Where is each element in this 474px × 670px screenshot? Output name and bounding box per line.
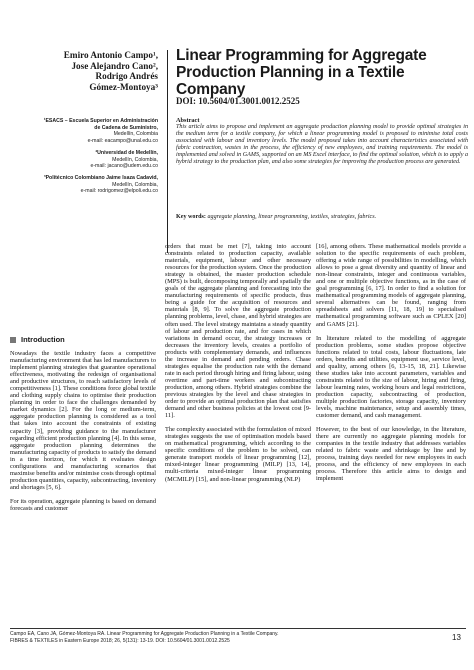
paper-title: Linear Programming for Aggregate Production Planning in a Textile Company (176, 47, 427, 98)
abstract-heading: Abstract (176, 117, 200, 124)
body-paragraph: The complexity associated with the formulation of mixed strategies suggests the use of optimisation models based on mathematical programming, which according to the specific conditions of the problem to be solved, can generate transport models of linear programming [12], mixed-integer linear programming (MILP) [13, 14], multi-criteria mixed-integer linear programming (MCMILP) [15], and non-linear programming (NLP) (165, 426, 311, 483)
affiliation-email: e-mail: jacano@udem.edu.co (90, 163, 158, 170)
body-column-1 (10, 350, 156, 519)
author-name: Emiro Antonio Campo¹, (63, 50, 158, 60)
footer-citation-line: FIBRES & TEXTILES in Eastern Europe 2018; 26, 5(131): 13-19. DOI: 10.5604/01.3001.0012.2525 (10, 637, 230, 644)
body-paragraph: However, to the best of our knowledge, in the literature, there are currently no aggregate planning models for companies in the textile industry that addresses variables related to fabric waste and shrinkage by line and by process, training days needed for new employees in each process, and the efficiency of new employees in each process. Therefore this article aims to design and implement (316, 426, 466, 483)
footer-rule (10, 628, 466, 629)
affiliation-line: de Cadena de Suministro, (94, 124, 158, 131)
body-paragraph: Nowadays the textile industry faces a competitive manufacturing environment that has led manufacturers to implement planning strategies that guarantee operational effectiveness, motivating the redesign of organisational and productive structures, to reach satisfactory levels of competitiveness [1]. These conditions force global textile and clothing supply chains to optimise their production planning in order to face the challenges demanded by market dynamics [2]. For the long or medium-term, aggregate production planning is considered as a tool that takes into account the constraints of existing capacity [3], providing guidance to the manufacturer regarding efficient production planning [4]. In this sense, aggregate production planning determines the manufacturing capacity of products to satisfy the demand in a time horizon, for which it evaluates design configurations and manufacturing scenarios that maximise benefits and/or minimise costs through optimal production quantities, capacity, subcontracting, inventory and shortages [5, 6]. (10, 350, 156, 491)
abstract-text (176, 124, 468, 167)
section-heading-introduction (10, 335, 65, 344)
author-block (10, 50, 158, 92)
body-paragraph: [16], among others. These mathematical models provide a solution to the specific requirements of each problem, offering a wide range of possibilities in modelling, which allows to pose a great diversity and quantity of linear and non-linear constraints, integer and continuous variables, and one or multiple objective functions, as in the case of goal programming [6, 17]. In order to find a solution for mathematical programming models of aggregate planning, several alternatives can be found, ranging from spreadsheets and solvers [11, 18, 19] to specialised mathematical programming software such as CPLEX [20] and GAMS [21]. (316, 243, 466, 328)
keywords (176, 214, 468, 221)
affiliation-line: Medellín, Colombia, (112, 156, 158, 163)
affiliation-1 (10, 118, 158, 144)
footer-citation-line: Campo EA, Cano JA, Gómez-Montoya RA. Linear Programming for Aggregate Production Planning in a Textile Company. (10, 631, 279, 637)
author-name: Rodrigo Andrés (95, 71, 158, 81)
body-paragraph: For its operation, aggregate planning is based on demand forecasts and customer (10, 497, 156, 512)
section-title: Introduction (21, 335, 65, 344)
keywords-value: aggregate planning, linear programming, textiles, strategies, fabrics. (207, 214, 377, 220)
body-column-3 (316, 243, 466, 490)
header-divider (167, 50, 168, 253)
affiliation-name: ²Universidad de Medellín, (95, 150, 158, 156)
body-paragraph: orders that must be met [7], taking into account constraints related to production capacity, available materials, equipment, labour and other necessary resources for the production system. Once the production strategy is obtained, the master production schedule (MPS) is built, decomposing temporally and spatially the goals of the aggregate planning and forecasting into the manufacturing requirements of specific products, thus being a guide for the acquisition of resources and materials [8, 9]. To solve the aggregate production planning problems, level, chase, and hybrid strategies are often used. The level strategy maintains a steady quantity of labour and production rate, and for cases in which variations in demand occur, the strategy increases or decreases the inventory levels, creates a portfolio of products with complementary demands, and influences the increase in demand and pending orders. Chase strategies equalise the production rate with the demand rate in each period through hiring and firing labour, using overtime and part-time workers and subcontracting production, among others. Hybrid strategies combine the previous strategies by the level and chase strategies in order to provide an optimal production plan that satisfies demand and other business policies at the lowest cost [9-11]. (165, 243, 311, 420)
affiliation-line: Medellín, Colombia, (112, 181, 158, 188)
body-paragraph: In literature related to the modelling of aggregate production problems, some studies propose objective functions related to total costs, labour fluctuations, late orders, benefits and utilities, equipment use, service level, and quality, among others [6, 13-15, 18, 21]. Likewise these studies take into account parameters, variables and constraints related to the size of labour, hiring and firing, labour learning rates, working hours and legal restrictions, production capacity, subcontracting of production, multiple production factories, storage capacity, inventory levels, machine maintenance, setup and assembly times, customer demand, and cash management. (316, 334, 466, 420)
affiliation-email: e-mail: rodrigomez@elpoli.edu.co (80, 188, 158, 195)
affiliation-name: ³Politécnico Colombiano Jaime Isaza Cadavid, (43, 175, 158, 181)
doi-label[interactable]: DOI: 10.5604/01.3001.0012.2525 (176, 96, 300, 106)
affiliation-name: ¹ESACS – Escuela Superior en Administración (43, 118, 158, 124)
author-name: Gómez-Montoya³ (89, 81, 158, 92)
section-bullet-icon (10, 337, 16, 343)
affiliation-line: Medellín, Colombia (113, 131, 158, 138)
affiliation-2 (10, 150, 158, 170)
affiliation-email: e-mail: eacampo@unal.edu.co (87, 137, 158, 144)
author-name: Jose Alejandro Cano², (71, 60, 158, 71)
affiliation-3 (10, 175, 158, 195)
footer-citation (10, 631, 279, 645)
keywords-label: Key words: (176, 214, 206, 220)
abstract-paragraph: This article aims to propose and implement an aggregate production planning model to provide optimal strategies in the medium term for a textile company, for which a linear programming model is proposed to minimise total costs associated with labour and inventory levels. The model proposed takes into account characteristics associated with fabric contraction, wastes in the process, the efficiency of new employees, and training requirements. The model is implemented and solved in GAMS, supported on an MS Excel interface, to find the optimal solution, which is to apply a hybrid strategy to the production plan, and also some strategies for improving the production process are generated. (176, 124, 468, 166)
page-number: 13 (452, 633, 461, 642)
body-column-2 (165, 243, 311, 490)
